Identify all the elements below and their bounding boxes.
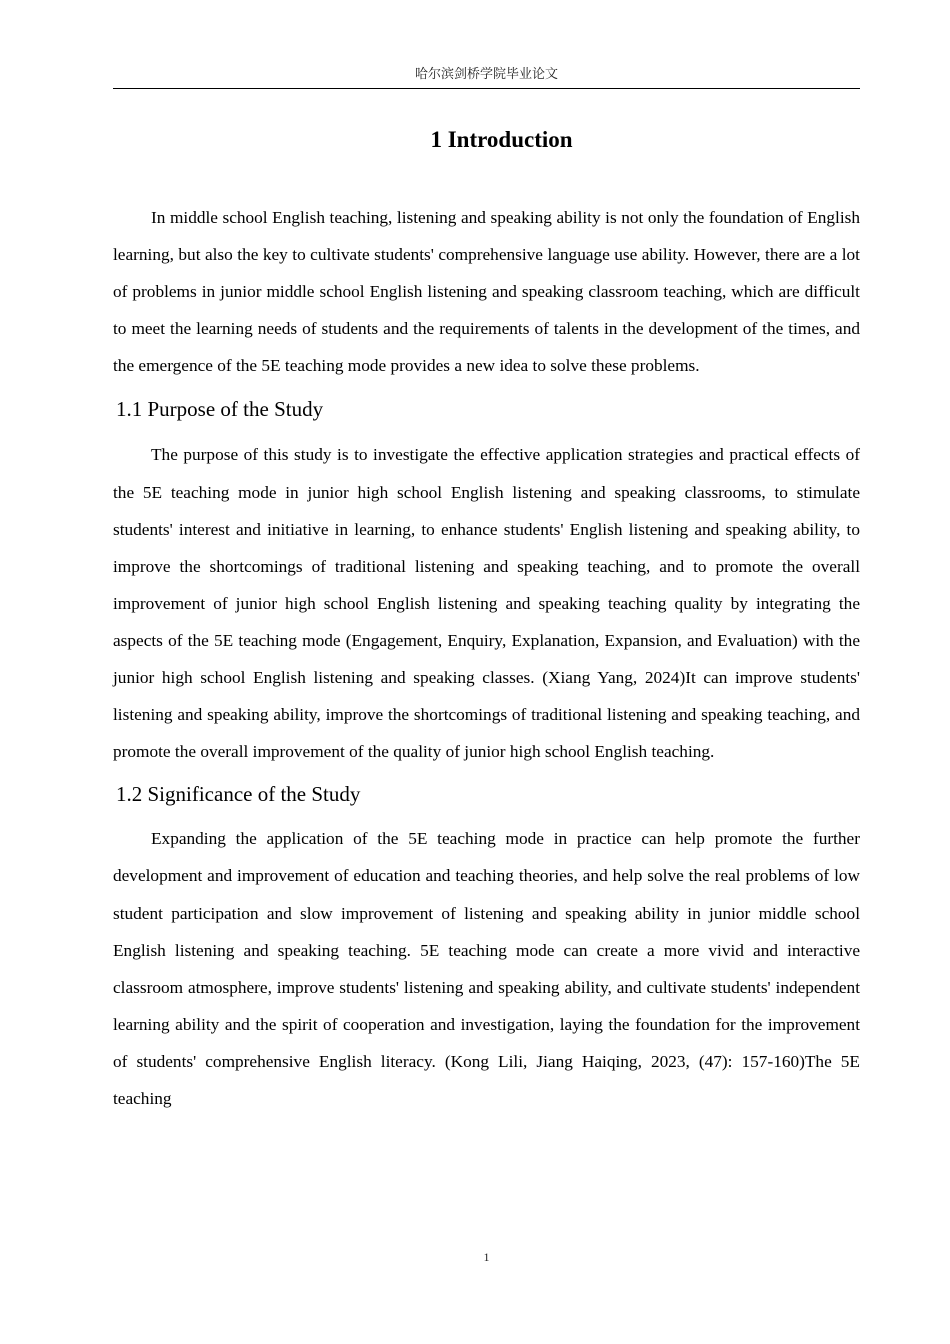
header-rule	[113, 88, 860, 89]
section-heading-purpose: 1.1 Purpose of the Study	[116, 397, 324, 422]
running-header: 哈尔滨剑桥学院毕业论文	[414, 67, 558, 82]
body-text	[113, 118, 860, 1117]
page-number: 1	[483, 1250, 490, 1264]
section-heading-significance: 1.2 Significance of the Study	[116, 782, 361, 807]
intro-paragraph: In middle school English teaching, listening and speaking ability is not only the foundation of English learning, but also the key to cultivate students' comprehensive language use ability. However, there are a lot of problems in junior middle school English listening and speaking classroom teaching, which are difficult to meet the learning needs of students and the requirements of talents in the development of the times, and the emergence of the 5E teaching mode provides a new idea to solve these problems.	[113, 208, 860, 376]
purpose-paragraph: The purpose of this study is to investigate the effective application strategies and practical effects of the 5E teaching mode in junior high school English listening and speaking classrooms, to stimulate students' interest and initiative in learning, to enhance students' English listening and speaking ability, to improve the shortcomings of traditional listening and speaking teaching, and to promote the overall improvement of junior high school English listening and speaking teaching quality by integrating the aspects of the 5E teaching mode (Engagement, Enquiry, Explanation, Expansion, and Evaluation) with the junior high school English listening and speaking classes. (Xiang Yang, 2024)It can improve students' listening and speaking ability, improve the shortcomings of traditional listening and speaking teaching, and promote the overall improvement of the quality of junior high school English teaching.	[113, 445, 860, 762]
significance-paragraph: Expanding the application of the 5E teaching mode in practice can help promote the further development and improvement of education and teaching theories, and help solve the real problems of low student participation and slow improvement of listening and speaking ability in junior middle school English listening and speaking teaching. 5E teaching mode can create a more vivid and interactive classroom atmosphere, improve students' listening and speaking ability, and cultivate students' independent learning ability and the spirit of cooperation and investigation, laying the foundation for the improvement of students' comprehensive English literacy. (Kong Lili, Jiang Haiqing, 2023, (47): 157-160)The 5E teaching	[113, 829, 860, 1108]
chapter-title: 1 Introduction	[430, 127, 573, 152]
